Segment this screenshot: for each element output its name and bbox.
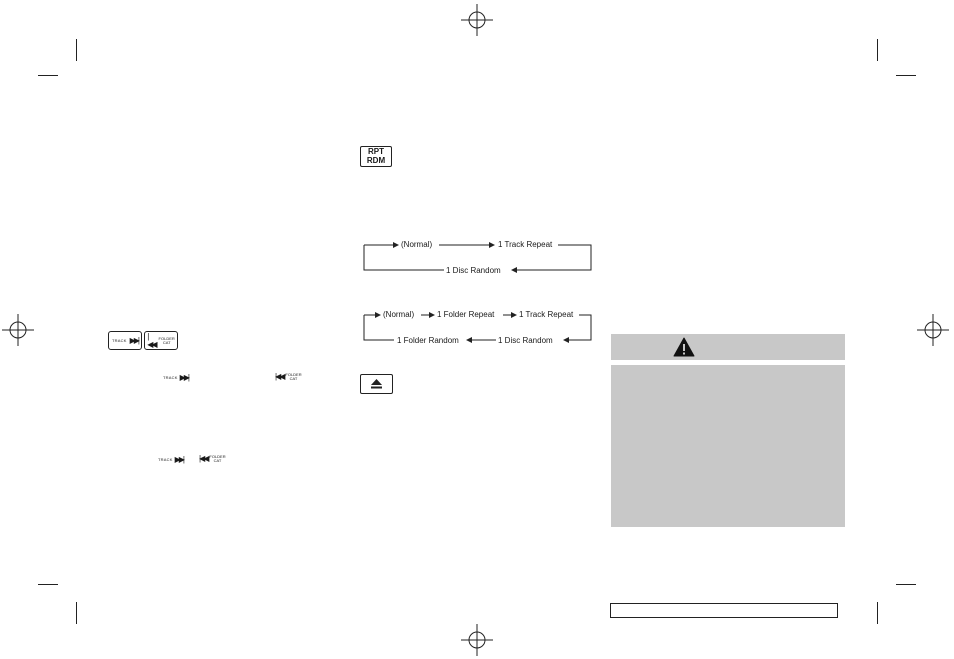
warning-triangle-icon (673, 337, 695, 357)
page-footer-box (610, 603, 838, 618)
inline-track-prev-icon: |◀◀ FOLDER CAT (199, 454, 226, 463)
rewind-icon: |◀◀ (147, 331, 156, 349)
flow-cd-disc-random: 1 Disc Random (446, 266, 501, 275)
warning-body (611, 365, 845, 527)
flow-mp3-folder-random: 1 Folder Random (397, 336, 459, 345)
fast-forward-icon: ▶▶| (129, 335, 138, 345)
warning-header (611, 334, 845, 360)
rdm-label: RDM (366, 155, 386, 165)
flow-mp3-folder-repeat: 1 Folder Repeat (437, 310, 495, 319)
flow-cd-normal: (Normal) (401, 240, 433, 249)
flow-mp3-normal: (Normal) (383, 310, 415, 319)
folder-cat-label: FOLDER CAT (158, 335, 175, 345)
track-label: TRACK (112, 337, 127, 343)
inline-track-prev-icon: |◀◀ FOLDER CAT (275, 372, 302, 381)
flow-mp3-disc-random: 1 Disc Random (498, 336, 553, 345)
eject-button[interactable] (360, 374, 393, 394)
rpt-label: RPT (368, 147, 384, 156)
eject-icon (361, 375, 392, 393)
inline-track-next-icon: TRACK ▶▶| (158, 455, 183, 464)
inline-track-next-icon: TRACK ▶▶| (163, 373, 188, 382)
flow-mp3-track-repeat: 1 Track Repeat (519, 310, 574, 319)
flow-cd-track-repeat: 1 Track Repeat (498, 240, 553, 249)
